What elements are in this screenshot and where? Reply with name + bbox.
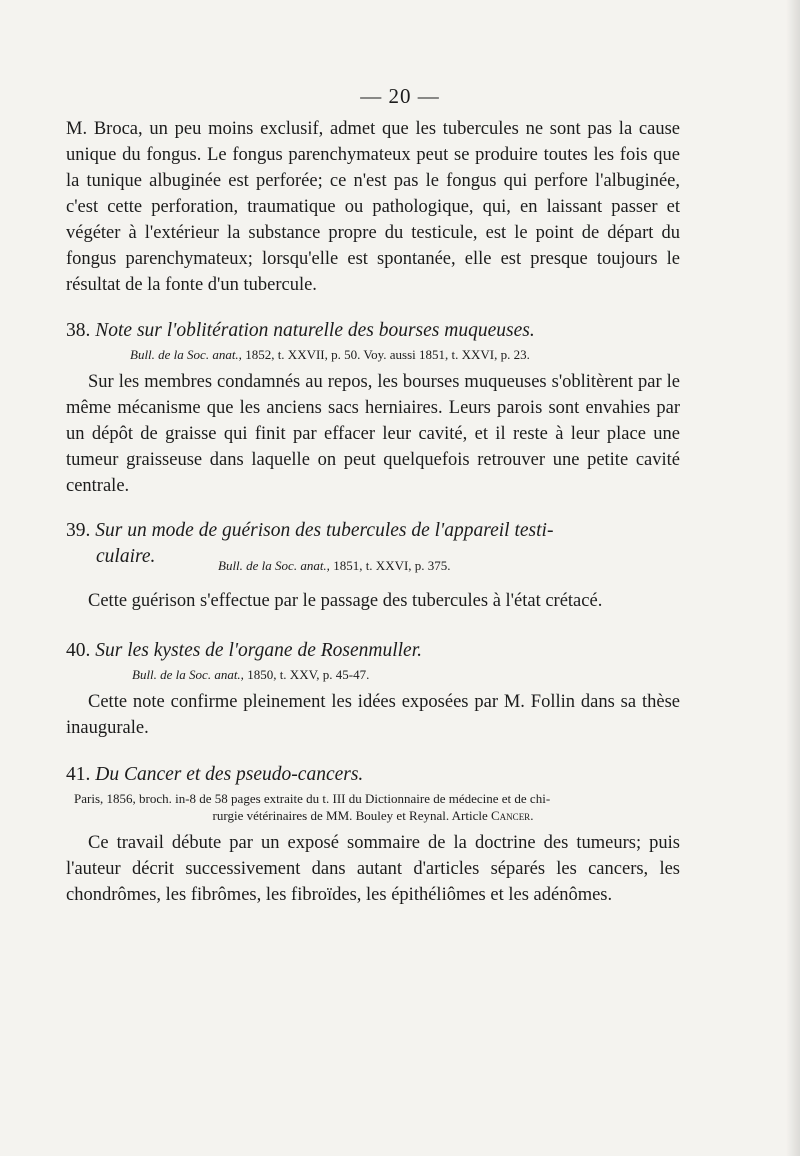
entry-title	[66, 638, 680, 664]
entry-title	[66, 518, 680, 544]
entry-title	[66, 318, 680, 344]
entry-title-continuation-row	[66, 544, 680, 574]
entry-reference-line-2	[66, 807, 680, 824]
reference-journal: Bull. de la Soc. anat.,	[218, 558, 330, 573]
reference-journal: Bull. de la Soc. anat.,	[132, 667, 244, 682]
entry-40	[66, 638, 680, 741]
reference-details: 1850, t. XXV, p. 45-47.	[247, 667, 370, 682]
entry-reference-line-1: Paris, 1856, broch. in-8 de 58 pages extraite du t. III du Dictionnaire de médecine et de chi-	[74, 791, 551, 806]
entry-body: Sur les membres condamnés au repos, les bourses muqueuses s'oblitèrent par le même mécanisme que les anciens sacs herniaires. Leurs parois sont envahies par un dépôt de graisse qui finit par effacer leur cavité, et il reste à leur place une tumeur graisseuse dans laquelle on peut quelquefois retrouver une petite cavité centrale.	[66, 372, 680, 496]
intro-section	[66, 116, 680, 298]
page-edge-shadow	[786, 0, 800, 1156]
entry-title	[66, 762, 680, 788]
entry-number: 40.	[66, 640, 91, 661]
entry-number: 41.	[66, 764, 91, 785]
entry-reference	[218, 557, 451, 574]
entry-39	[66, 518, 680, 614]
entry-number: 39.	[66, 520, 91, 541]
entry-38	[66, 318, 680, 499]
entry-41	[66, 762, 680, 908]
entry-title-text: Sur un mode de guérison des tubercules de l'appareil testi-	[95, 520, 554, 541]
page-number: — 20 —	[360, 84, 440, 108]
entry-title-text: Sur les kystes de l'organe de Rosenmuller.	[95, 640, 423, 661]
entry-number: 38.	[66, 320, 91, 341]
entry-body: Ce travail débute par un exposé sommaire de la doctrine des tumeurs; puis l'auteur décrit successivement dans autant d'articles séparés les cancers, les chondrômes, les fibrômes, les fibroïdes, les épithéliômes et les adénômes.	[66, 833, 680, 905]
entry-reference	[66, 666, 680, 683]
reference-details: 1852, t. XXVII, p. 50. Voy. aussi 1851, t. XXVI, p. 23.	[245, 347, 530, 362]
reference-journal: Bull. de la Soc. anat.,	[130, 347, 242, 362]
entry-body: Cette note confirme pleinement les idées exposées par M. Follin dans sa thèse inaugurale.	[66, 692, 680, 738]
entry-body: Cette guérison s'effectue par le passage des tubercules à l'état crétacé.	[88, 591, 603, 611]
intro-paragraph: M. Broca, un peu moins exclusif, admet que les tubercules ne sont pas la cause unique du fongus. Le fongus parenchymateux peut se produire toutes les fois que la tunique albuginée est perforée; ce n'est pas le fongus qui perfore l'albuginée, c'est cette perforation, traumatique ou pathologique, qui, en laissant passer et végéter à l'extérieur la substance propre du testicule, est le point de départ du fongus parenchymateux; lorsqu'elle est spontanée, elle est presque toujours le résultat de la fonte d'un tubercule.	[66, 119, 680, 295]
reference-article-name: Cancer.	[491, 808, 534, 823]
entry-title-text: Du Cancer et des pseudo-cancers.	[95, 764, 364, 785]
reference-details: 1851, t. XXVI, p. 375.	[333, 558, 451, 573]
entry-reference	[66, 346, 680, 363]
reference-details: rurgie vétérinaires de MM. Bouley et Reynal. Article	[212, 808, 488, 823]
entry-title-continuation: culaire.	[96, 546, 156, 567]
entry-title-text: Note sur l'oblitération naturelle des bourses muqueuses.	[95, 320, 535, 341]
